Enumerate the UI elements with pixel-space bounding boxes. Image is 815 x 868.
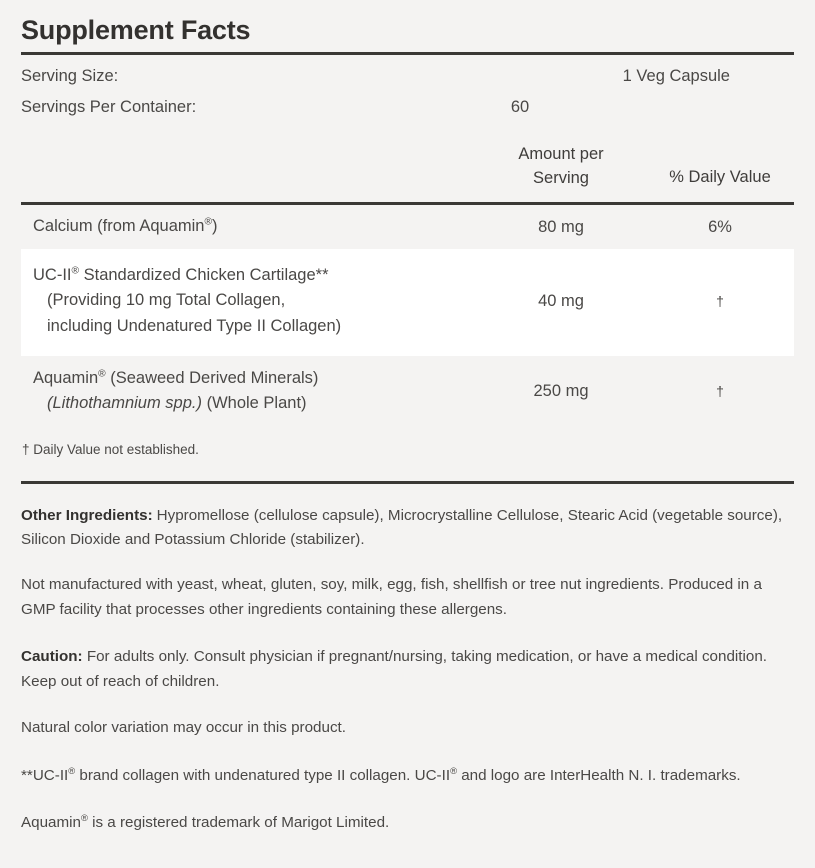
aquamin-trademark-note bbox=[21, 811, 794, 836]
other-ingredients-label: Other Ingredients: bbox=[21, 506, 153, 524]
nutrient-daily-value: † bbox=[716, 383, 724, 400]
caution-text: For adults only. Consult physician if pregnant/nursing, taking medication, or have a medical condition. Keep out of reach of children. bbox=[21, 648, 767, 690]
other-ingredients-text: Hypromellose (cellulose capsule), Microcrystalline Cellulose, Stearic Acid (vegetable source), Silicon Dioxide and Potassium Chloride (stabilizer). bbox=[21, 506, 783, 549]
table-row bbox=[21, 205, 794, 249]
notes-section bbox=[21, 504, 794, 836]
ucii-name-main: UC-II bbox=[33, 265, 72, 284]
ucii-name-tail: Standardized Chicken Cartilage** bbox=[79, 265, 329, 284]
nutrient-table bbox=[0, 205, 815, 428]
aquamin-tm-post: is a registered trademark of Marigot Limited. bbox=[87, 813, 390, 831]
color-variation-note: Natural color variation may occur in this product. bbox=[21, 719, 346, 737]
servings-per-container-label: Servings Per Container: bbox=[21, 98, 197, 117]
ucii-trademark-note bbox=[21, 764, 794, 789]
footer-divider bbox=[21, 481, 794, 484]
registered-mark-icon: ® bbox=[204, 216, 213, 228]
column-header-daily-value: % Daily Value bbox=[669, 168, 771, 187]
ucii-subline-2: including Undenatured Type II Collagen) bbox=[47, 316, 342, 335]
nutrient-name bbox=[21, 263, 476, 340]
ucii-tm-post: and logo are InterHealth N. I. trademarks. bbox=[457, 767, 741, 785]
aquamin-name-tail: (Seaweed Derived Minerals) bbox=[105, 368, 319, 387]
aquamin-species-italic: (Lithothamnium spp.) bbox=[47, 394, 202, 413]
nutrient-name bbox=[21, 366, 476, 417]
serving-size-label: Serving Size: bbox=[21, 67, 119, 86]
nutrient-amount: 80 mg bbox=[538, 217, 584, 236]
servings-per-container-row bbox=[21, 86, 794, 117]
aquamin-tm-pre: Aquamin bbox=[21, 813, 81, 831]
nutrient-name bbox=[21, 214, 476, 240]
column-header-amount-per-serving bbox=[476, 143, 646, 191]
ucii-tm-pre: **UC-II bbox=[21, 767, 69, 785]
aquamin-name-main: Aquamin bbox=[33, 368, 99, 387]
ucii-subline-1: (Providing 10 mg Total Collagen, bbox=[47, 291, 286, 310]
aquamin-subline-1 bbox=[33, 391, 476, 417]
amount-header-line1: Amount per bbox=[518, 145, 604, 164]
caution-label: Caution: bbox=[21, 648, 83, 666]
allergen-note: Not manufactured with yeast, wheat, gluten, soy, milk, egg, fish, shellfish or tree nut ingredients. Produced in a GMP facility that processes other ingredients containing these allergens. bbox=[21, 575, 762, 618]
registered-mark-icon: ® bbox=[80, 811, 88, 823]
amount-header-line2: Serving bbox=[533, 169, 589, 188]
registered-mark-icon: ® bbox=[98, 368, 106, 380]
nutrient-daily-value: † bbox=[716, 293, 724, 310]
page-title: Supplement Facts bbox=[21, 15, 251, 45]
caution-note bbox=[21, 645, 794, 694]
nutrient-amount: 40 mg bbox=[538, 291, 584, 310]
registered-mark-icon: ® bbox=[450, 764, 457, 776]
column-headers bbox=[21, 143, 794, 191]
table-row bbox=[21, 356, 794, 429]
aquamin-subline-tail: (Whole Plant) bbox=[202, 394, 307, 413]
calcium-name-tail: ) bbox=[212, 217, 218, 236]
nutrient-amount: 250 mg bbox=[533, 381, 589, 400]
registered-mark-icon: ® bbox=[68, 764, 76, 776]
nutrient-daily-value: 6% bbox=[708, 217, 732, 236]
serving-size-value: 1 Veg Capsule bbox=[622, 67, 730, 86]
calcium-name-main: Calcium (from Aquamin bbox=[33, 217, 205, 236]
table-row bbox=[21, 249, 794, 356]
daily-value-footnote: † Daily Value not established. bbox=[22, 441, 199, 457]
registered-mark-icon: ® bbox=[71, 265, 80, 277]
ucii-tm-mid: brand collagen with undenatured type II collagen. UC-II bbox=[75, 767, 451, 785]
servings-per-container-value: 60 bbox=[510, 98, 530, 117]
serving-size-row bbox=[21, 55, 794, 86]
other-ingredients-note bbox=[21, 504, 794, 553]
